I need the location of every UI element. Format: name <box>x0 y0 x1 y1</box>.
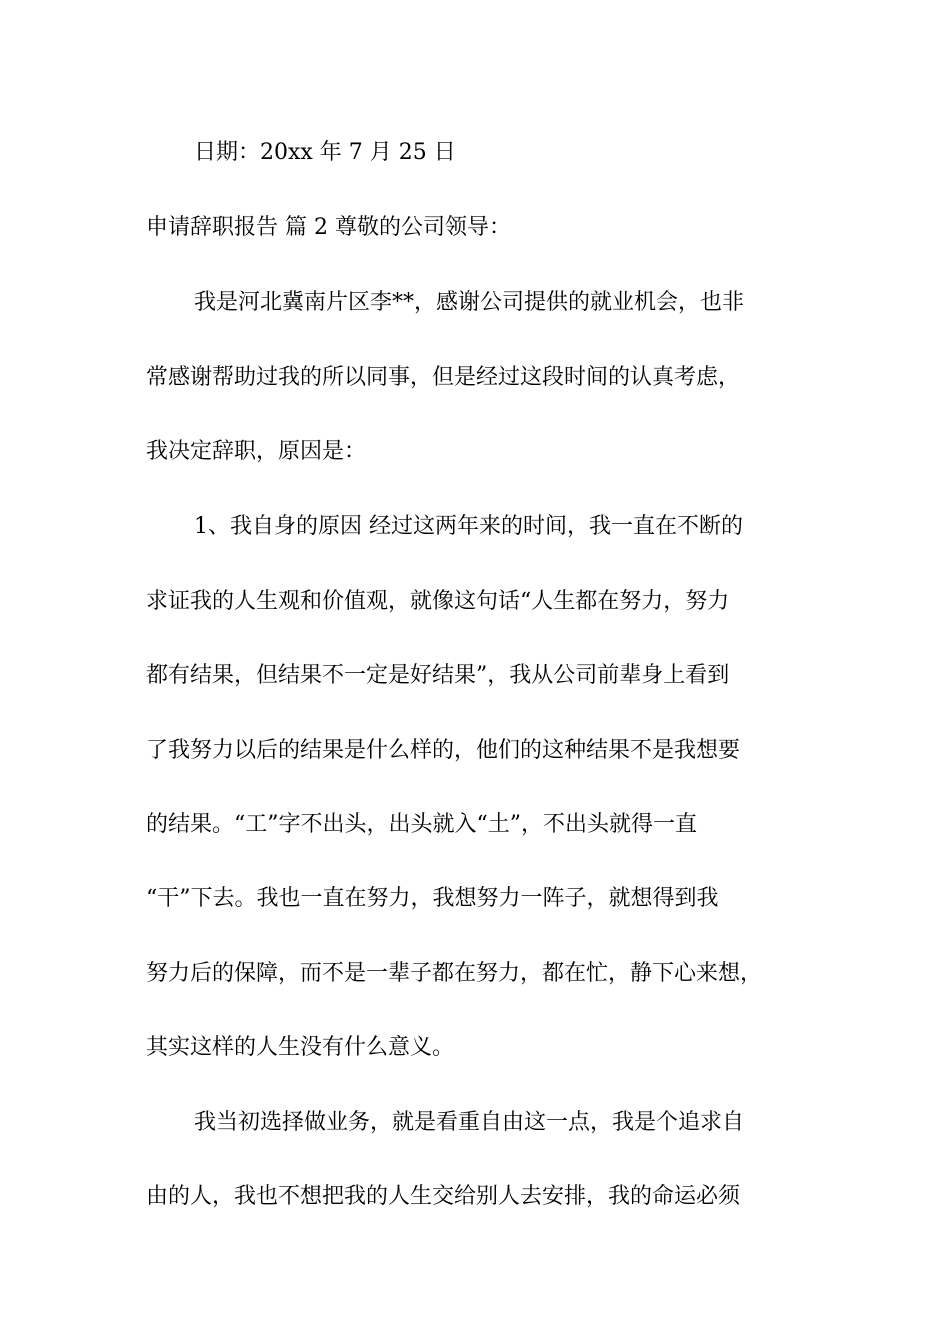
paragraph-line: 我决定辞职，原因是： <box>146 439 367 464</box>
paragraph-line: 努力后的保障，而不是一辈子都在努力，都在忙，静下心来想， <box>146 961 763 986</box>
paragraph-line: 其实这样的人生没有什么意义。 <box>146 1035 455 1060</box>
paragraph-line: “干”下去。我也一直在努力，我想努力一阵子，就想得到我 <box>146 886 719 911</box>
paragraph-line: 我是河北冀南片区李**，感谢公司提供的就业机会，也非 <box>194 290 745 315</box>
paragraph-line: 由的人，我也不想把我的人生交给别人去安排，我的命运必须 <box>146 1184 741 1209</box>
paragraph-line: 我当初选择做业务，就是看重自由这一点，我是个追求自 <box>194 1110 745 1135</box>
paragraph-line: 求证我的人生观和价值观，就像这句话“人生都在努力，努力 <box>146 589 730 614</box>
paragraph-line: 常感谢帮助过我的所以同事，但是经过这段时间的认真考虑， <box>146 365 741 390</box>
paragraph-line: 了我努力以后的结果是什么样的，他们的这种结果不是我想要 <box>146 738 741 763</box>
paragraph-line: 1、我自身的原因 经过这两年来的时间，我一直在不断的 <box>194 514 743 539</box>
paragraph-line: 的结果。“工”字不出头，出头就入“土”，不出头就得一直 <box>146 812 697 837</box>
paragraph-line: 都有结果，但结果不一定是好结果”，我从公司前辈身上看到 <box>146 663 730 688</box>
report-heading: 申请辞职报告 篇 2 尊敬的公司领导： <box>146 215 511 240</box>
date-line: 日期：20xx 年 7 月 25 日 <box>194 140 456 165</box>
